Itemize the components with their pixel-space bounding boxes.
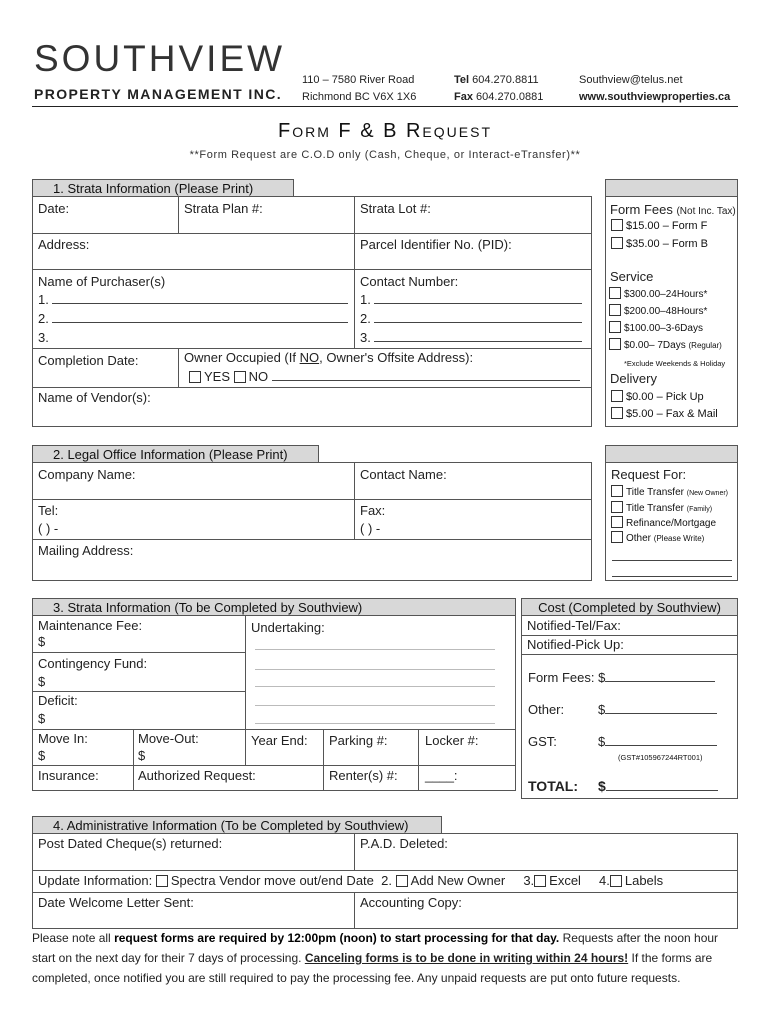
yes-checkbox[interactable] xyxy=(189,371,201,383)
divider xyxy=(33,652,245,653)
request-option-1: Title Transfer (New Owner) xyxy=(611,485,728,498)
service-4-checkbox[interactable] xyxy=(609,338,621,350)
form-f-checkbox[interactable] xyxy=(611,219,623,231)
fees-heading-bar xyxy=(605,179,738,197)
company-logo: SOUTHVIEW xyxy=(34,38,286,79)
locker-label: Locker #: xyxy=(425,733,479,748)
divider xyxy=(33,348,591,349)
request-for-box xyxy=(605,462,738,581)
year-end-label: Year End: xyxy=(251,733,308,748)
no-label: NO xyxy=(248,369,269,384)
company-logo-subtitle: PROPERTY MANAGEMENT INC. xyxy=(34,86,283,102)
pickup-checkbox[interactable] xyxy=(611,390,623,402)
divider xyxy=(522,654,737,655)
insurance-label: Insurance: xyxy=(38,768,99,783)
add-owner-label: Add New Owner xyxy=(410,873,506,888)
company-name-label: Company Name: xyxy=(38,467,136,482)
move-out-dollar: $ xyxy=(138,748,146,763)
move-out-label: Move-Out: xyxy=(138,731,199,746)
contact-name-label: Contact Name: xyxy=(360,467,447,482)
move-in-dollar: $ xyxy=(38,748,46,763)
divider xyxy=(323,729,324,791)
other-line-1 xyxy=(612,560,732,561)
divider xyxy=(33,499,591,500)
request-option-4: Other (Please Write) xyxy=(611,531,704,544)
parking-label: Parking #: xyxy=(329,733,388,748)
notified-pickup-label: Notified-Pick Up: xyxy=(527,637,624,652)
section4-box xyxy=(32,833,738,929)
purchaser-3: 3. xyxy=(38,330,49,345)
maintenance-dollar: $ xyxy=(38,634,46,649)
completion-date-label: Completion Date: xyxy=(38,353,139,368)
refinance-checkbox[interactable] xyxy=(611,516,623,528)
fax-number: 604.270.0881 xyxy=(476,91,544,103)
purchaser-2: 2. xyxy=(38,311,348,326)
title-transfer-family-checkbox[interactable] xyxy=(611,501,623,513)
undertaking-label: Undertaking: xyxy=(251,620,325,635)
request-heading-bar xyxy=(605,445,738,463)
service-2-checkbox[interactable] xyxy=(609,304,621,316)
legal-tel-label: Tel: xyxy=(38,503,59,518)
form-fees-label: Form Fees (Not Inc. Tax) xyxy=(610,202,736,217)
tel-number: 604.270.8811 xyxy=(472,74,539,86)
strata-lot-label: Strata Lot #: xyxy=(360,201,431,216)
pad-deleted-label: P.A.D. Deleted: xyxy=(360,836,448,851)
notified-tel-label: Notified-Tel/Fax: xyxy=(527,618,621,633)
other-line-2 xyxy=(612,576,732,577)
section1-box xyxy=(32,196,592,427)
labels-checkbox[interactable] xyxy=(610,875,622,887)
move-in-label: Move In: xyxy=(38,731,88,746)
divider xyxy=(178,197,179,233)
phone-fax xyxy=(454,72,543,106)
divider xyxy=(33,539,591,540)
undertaking-line xyxy=(255,705,495,706)
service-option-1: $300.00–24Hours* xyxy=(609,287,707,300)
yes-label: YES xyxy=(204,369,231,384)
accounting-copy-label: Accounting Copy: xyxy=(360,895,462,910)
fee-form-b: $35.00 – Form B xyxy=(611,237,708,250)
divider xyxy=(418,729,419,791)
fax-mail-checkbox[interactable] xyxy=(611,407,623,419)
excel-label: Excel xyxy=(549,873,581,888)
total-label: TOTAL: xyxy=(528,778,579,794)
exclude-note: *Exclude Weekends & Holiday xyxy=(624,359,726,368)
divider xyxy=(354,892,355,929)
address-line-2: Richmond BC V6X 1X6 xyxy=(302,91,417,103)
welcome-letter-label: Date Welcome Letter Sent: xyxy=(38,895,194,910)
address-label: Address: xyxy=(38,237,90,252)
email-address: Southview@telus.net xyxy=(579,74,683,86)
divider xyxy=(33,387,591,388)
divider xyxy=(33,233,591,234)
labels-label: Labels xyxy=(624,873,664,888)
cost-heading: Cost (Completed by Southview) xyxy=(521,598,738,616)
service-option-4: $0.00– 7Days (Regular) xyxy=(609,338,722,351)
other-checkbox[interactable] xyxy=(611,531,623,543)
office-address xyxy=(302,72,416,106)
email-web xyxy=(579,72,730,106)
excel-checkbox[interactable] xyxy=(534,875,546,887)
delivery-option-1: $0.00 – Pick Up xyxy=(611,390,704,403)
legal-fax-label: Fax: xyxy=(360,503,386,518)
update-information-row: Update Information: Spectra Vendor move out/end Date 2. Add New Owner 3. Excel 4. Labels xyxy=(38,873,664,888)
title-transfer-new-checkbox[interactable] xyxy=(611,485,623,497)
undertaking-line xyxy=(255,723,495,724)
cost-box xyxy=(521,615,738,799)
no-checkbox[interactable] xyxy=(234,371,246,383)
divider xyxy=(245,616,246,729)
purchaser-1: 1. xyxy=(38,292,348,307)
form-title: Form F & B Request xyxy=(277,120,492,142)
website: www.southviewproperties.ca xyxy=(579,91,731,103)
fax-label: Fax xyxy=(454,91,473,103)
cost-other-label: Other: xyxy=(528,702,565,717)
service-3-checkbox[interactable] xyxy=(609,321,621,333)
post-dated-label: Post Dated Cheque(s) returned: xyxy=(38,836,223,851)
update-label: Update Information: xyxy=(38,873,153,888)
cost-form-fees: Form Fees: $ xyxy=(528,670,715,685)
delivery-option-2: $5.00 – Fax & Mail xyxy=(611,407,718,420)
legal-fax-template: ( ) - xyxy=(360,521,381,536)
undertaking-line xyxy=(255,669,495,670)
purchaser-label: Name of Purchaser(s) xyxy=(38,274,166,289)
deficit-dollar: $ xyxy=(38,711,46,726)
spectra-checkbox[interactable] xyxy=(156,875,168,887)
service-option-2: $200.00–48Hours* xyxy=(609,304,707,317)
service-option-3: $100.00–3-6Days xyxy=(609,321,703,334)
contingency-dollar: $ xyxy=(38,674,46,689)
divider xyxy=(245,729,246,765)
address-line-1: 110 – 7580 River Road xyxy=(302,74,415,86)
section1-heading: 1. Strata Information (Please Print) xyxy=(32,179,294,197)
contact-2: 2. xyxy=(360,311,582,326)
authorized-request-label: Authorized Request: xyxy=(138,768,256,783)
divider xyxy=(133,729,134,791)
service-1-checkbox[interactable] xyxy=(609,287,621,299)
footer-note: Please note all request forms are required by 12:00pm (noon) to start processing for that day. Requests after the noon hour start on the next day for their 7 days of processing. Canceling forms is to be done in writing within 24 hours! If the forms are completed, once notified you are still required to pay the processing fee. Any unpaid requests are put onto future requests. xyxy=(32,931,719,985)
cost-other-value: $ xyxy=(598,702,717,717)
undertaking-line xyxy=(255,686,495,687)
vendor-label: Name of Vendor(s): xyxy=(38,390,151,405)
divider xyxy=(33,870,737,871)
divider xyxy=(522,635,737,636)
divider xyxy=(354,463,355,539)
request-option-2: Title Transfer (Family) xyxy=(611,501,712,514)
deficit-label: Deficit: xyxy=(38,693,78,708)
mailing-address-label: Mailing Address: xyxy=(38,543,134,558)
cod-note: **Form Request are C.O.D only (Cash, Cheque, or Interact-eTransfer)** xyxy=(189,149,581,161)
pid-label: Parcel Identifier No. (PID): xyxy=(360,237,512,252)
renters-blank: ____: xyxy=(425,768,458,783)
add-owner-checkbox[interactable] xyxy=(396,875,408,887)
form-b-checkbox[interactable] xyxy=(611,237,623,249)
divider xyxy=(33,892,737,893)
section3-heading: 3. Strata Information (To be Completed by Southview) xyxy=(32,598,516,616)
header-divider xyxy=(32,106,738,107)
service-label: Service xyxy=(610,269,654,284)
request-for-label: Request For: xyxy=(611,467,687,482)
section2-box xyxy=(32,462,592,581)
contact-3: 3. xyxy=(360,330,582,345)
undertaking-line xyxy=(255,649,495,650)
divider xyxy=(33,691,245,692)
total-value: $ xyxy=(598,778,718,794)
divider xyxy=(33,729,515,730)
date-label: Date: xyxy=(38,201,70,216)
strata-plan-label: Strata Plan #: xyxy=(184,201,263,216)
cost-gst-value: $ xyxy=(598,734,717,749)
gst-number: (GST#105967244RT001) xyxy=(618,753,703,762)
tel-label: Tel xyxy=(454,74,470,86)
contact-number-label: Contact Number: xyxy=(360,274,459,289)
divider xyxy=(33,765,515,766)
section4-heading: 4. Administrative Information (To be Completed by Southview) xyxy=(32,816,442,834)
fees-box xyxy=(605,196,738,427)
renters-label: Renter(s) #: xyxy=(329,768,398,783)
owner-occupied-options xyxy=(189,369,580,384)
legal-tel-template: ( ) - xyxy=(38,521,59,536)
cost-gst-label: GST: xyxy=(528,734,557,749)
delivery-label: Delivery xyxy=(610,371,657,386)
contingency-label: Contingency Fund: xyxy=(38,656,148,671)
divider xyxy=(33,269,591,270)
fee-form-f: $15.00 – Form F xyxy=(611,219,707,232)
divider xyxy=(178,348,179,387)
maintenance-fee-label: Maintenance Fee: xyxy=(38,618,143,633)
request-option-3: Refinance/Mortgage xyxy=(611,516,716,529)
divider xyxy=(354,197,355,348)
section2-heading: 2. Legal Office Information (Please Print) xyxy=(32,445,319,463)
section3-box xyxy=(32,615,516,791)
owner-occupied-label: Owner Occupied (If NO, Owner's Offsite Address): xyxy=(184,350,474,365)
spectra-label: Spectra Vendor move out/end Date xyxy=(170,873,374,888)
contact-1: 1. xyxy=(360,292,582,307)
divider xyxy=(354,834,355,870)
